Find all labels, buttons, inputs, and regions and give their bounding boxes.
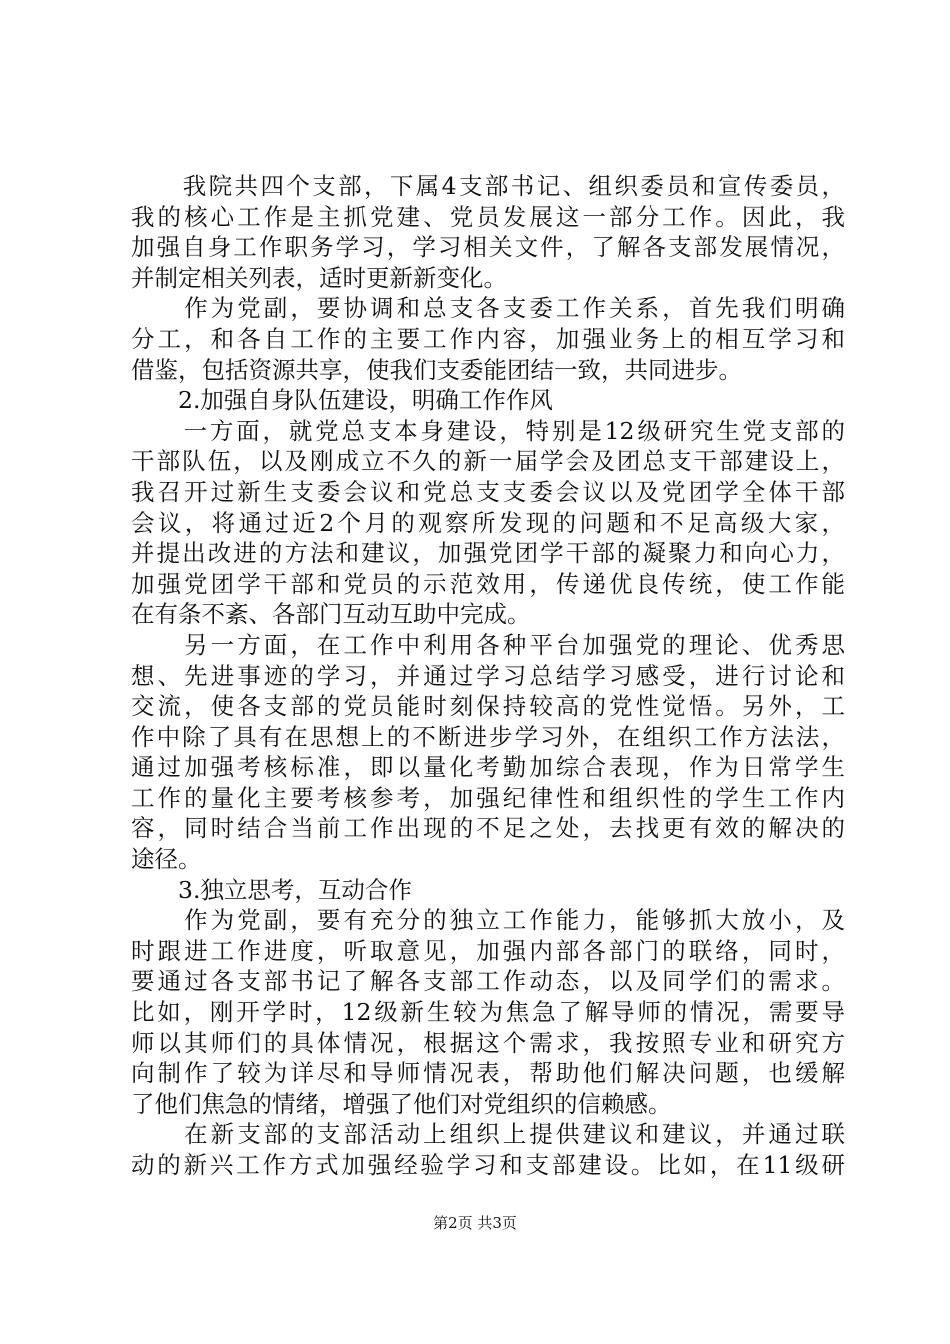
text-line: 作中除了具有在思想上的不断进步学习外，在组织工作方法法， <box>131 722 845 751</box>
text-line: 另一方面，在工作中利用各种平台加强党的理论、优秀思 <box>131 630 845 659</box>
text-line: 师以其师们的具体情况，根据这个需求，我按照专业和研究方 <box>131 1028 845 1057</box>
text-line: 干部队伍，以及刚成立不久的新一届学会及团总支干部建设上， <box>131 447 845 476</box>
page-footer: 第2页 共3页 <box>433 1214 517 1232</box>
text-line: 3.独立思考，互动合作 <box>131 875 412 904</box>
text-line: 加强自身工作职务学习，学习相关文件，了解各支部发展情况， <box>131 233 845 262</box>
text-line: 想、先进事迹的学习，并通过学习总结学习感受，进行讨论和 <box>131 661 845 690</box>
text-line: 工作的量化主要考核参考，加强纪律性和组织性的学生工作内 <box>131 783 845 812</box>
text-line: 并提出改进的方法和建议，加强党团学干部的凝聚力和向心力， <box>131 539 845 568</box>
text-line: 我院共四个支部，下属4支部书记、组织委员和宣传委员， <box>131 172 845 200</box>
text-line: 并制定相关列表，适时更新新变化。 <box>131 263 507 292</box>
text-line: 了他们焦急的情绪，增强了他们对党组织的信赖感。 <box>131 1089 672 1118</box>
text-line: 在新支部的支部活动上组织上提供建议和建议，并通过联 <box>131 1120 845 1149</box>
text-line: 2.加强自身队伍建设，明确工作作风 <box>131 386 553 415</box>
text-line: 途径。 <box>131 845 202 874</box>
text-line: 一方面，就党总支本身建设，特别是12级研究生党支部的 <box>131 416 845 445</box>
text-line: 作为党副，要协调和总支各支委工作关系，首先我们明确 <box>131 294 845 323</box>
text-line: 通过加强考核标准，即以量化考勤加综合表现，作为日常学生 <box>131 753 845 782</box>
text-line: 在有条不紊、各部门互动互助中完成。 <box>131 600 531 629</box>
text-line: 容，同时结合当前工作出现的不足之处，去找更有效的解决的 <box>131 814 845 843</box>
text-line: 交流，使各支部的党员能时刻保持较高的党性觉悟。另外，工 <box>131 692 845 721</box>
text-line: 我召开过新生支委会议和党总支支委会议以及党团学全体干部 <box>131 477 845 506</box>
text-line: 分工，和各自工作的主要工作内容，加强业务上的相互学习和 <box>131 324 845 353</box>
text-line: 加强党团学干部和党员的示范效用，传递优良传统，使工作能 <box>131 569 845 598</box>
text-line: 要通过各支部书记了解各支部工作动态，以及同学们的需求。 <box>131 967 845 996</box>
text-line: 会议，将通过近2个月的观察所发现的问题和不足高级大家， <box>131 508 845 537</box>
text-line: 比如，刚开学时，12级新生较为焦急了解导师的情况，需要导 <box>131 998 845 1027</box>
text-line: 借鉴，包括资源共享，使我们支委能团结一致，共同进步。 <box>131 355 742 384</box>
document-body <box>131 171 845 1181</box>
text-line: 时跟进工作进度，听取意见，加强内部各部门的联络，同时， <box>131 936 845 965</box>
text-line: 动的新兴工作方式加强经验学习和支部建设。比如，在11级研 <box>131 1151 845 1179</box>
text-line: 向制作了较为详尽和导师情况表，帮助他们解决问题，也缓解 <box>131 1059 845 1088</box>
text-line: 我的核心工作是主抓党建、党员发展这一部分工作。因此，我 <box>131 202 845 231</box>
text-line: 作为党副，要有充分的独立工作能力，能够抓大放小，及 <box>131 906 845 935</box>
